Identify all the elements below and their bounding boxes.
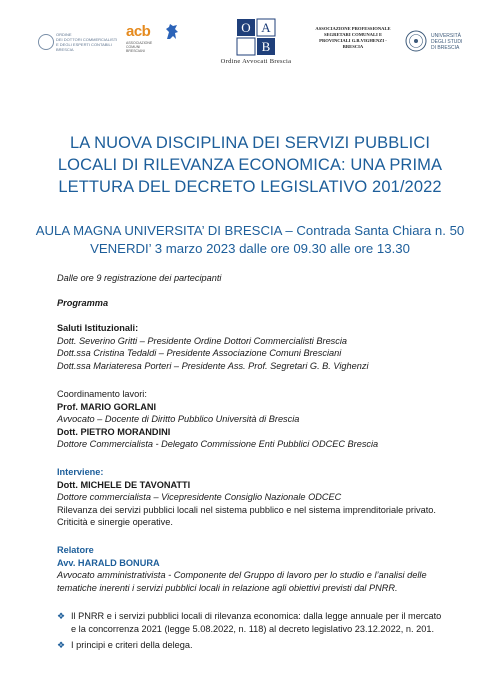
- diamond-bullet-icon: ❖: [57, 611, 66, 621]
- ordine-caption: Ordine Avvocati Brescia: [220, 58, 292, 65]
- relatore-section: [57, 544, 477, 594]
- programma-heading: Programma: [57, 298, 109, 308]
- bullet-text: e la concorrenza 2021 (legge 5.08.2022, n. 118) al decreto legislativo 23.12.2022, n. 201.: [71, 623, 434, 634]
- coordinamento-heading: Coordinamento lavori:: [57, 389, 147, 399]
- saluti-section: [57, 322, 477, 372]
- coordinamento-section: [57, 388, 477, 451]
- speaker-topic: Rilevanza dei servizi pubblici locali nel sistema pubblico e nel sistema imprenditoriale privato.: [57, 504, 436, 515]
- document-title: [30, 132, 470, 198]
- lion-icon: [164, 23, 180, 41]
- relatore-role: Avvocato amministrativista - Componente del Gruppo di lavoro per lo studio e l’analisi delle: [57, 570, 427, 580]
- speaker-topic: Criticità e sinergie operative.: [57, 517, 173, 527]
- event-venue-date: [20, 222, 480, 258]
- relatore-heading: Relatore: [57, 545, 94, 555]
- saluti-line: Dott.ssa Cristina Tedaldi – Presidente Associazione Comuni Bresciani: [57, 348, 342, 358]
- bullet-text: Il PNRR e i servizi pubblici locali di rilevanza economica: dalla legge annuale per il mercato: [71, 611, 442, 621]
- relatore-name: Avv. HARALD BONURA: [57, 557, 160, 568]
- registration-note: Dalle ore 9 registrazione dei partecipanti: [57, 273, 222, 283]
- crest-letter-a: A: [261, 20, 271, 35]
- saluti-heading: Saluti Istituzionali:: [57, 323, 139, 333]
- logo-strip: [30, 18, 475, 76]
- topic-bullet: [57, 639, 477, 652]
- assoc-segretari-logo: [313, 26, 393, 50]
- acb-logo-subtitle: ASSOCIAZIONE COMUNI BRESCIANI: [126, 41, 153, 53]
- odcec-emblem-icon: [38, 34, 54, 50]
- ordine-avvocati-logo: [200, 18, 312, 65]
- acb-logo: [126, 23, 184, 53]
- coordinatore-name: Prof. MARIO GORLANI: [57, 401, 157, 412]
- ordine-crest-icon: [236, 18, 276, 56]
- saluti-line: Dott. Severino Gritti – Presidente Ordine Dottori Commercialisti Brescia: [57, 335, 348, 346]
- coordinatore-name: Dott. PIETRO MORANDINI: [57, 426, 171, 437]
- interviene-section: [57, 466, 477, 529]
- title-line: LETTURA DEL DECRETO LEGISLATIVO 201/2022: [58, 178, 442, 196]
- title-line: LOCALI DI RILEVANZA ECONOMICA: UNA PRIMA: [57, 156, 443, 174]
- acb-logo-word: acb: [126, 23, 151, 40]
- topic-bullet-list: [57, 610, 477, 652]
- topic-bullet: [57, 610, 477, 635]
- venue-line: AULA MAGNA UNIVERSITA’ DI BRESCIA – Contrada Santa Chiara n. 50: [35, 223, 465, 238]
- university-seal-icon: [405, 30, 427, 52]
- coordinatore-role: Avvocato – Docente di Diritto Pubblico Università di Brescia: [57, 414, 300, 424]
- unibs-logo-text: UNIVERSITÀ DEGLI STUDI DI BRESCIA: [431, 33, 463, 51]
- date-line: VENERDI’ 3 marzo 2023 dalle ore 09.30 alle ore 13.30: [90, 241, 410, 256]
- crest-letter-b: B: [261, 39, 271, 54]
- speaker-name: Dott. MICHELE DE TAVONATTI: [57, 479, 191, 490]
- interviene-heading: Interviene:: [57, 467, 104, 477]
- title-line: LA NUOVA DISCIPLINA DEI SERVIZI PUBBLICI: [69, 134, 431, 152]
- odcec-logo-text: ORDINE DEI DOTTORI COMMERCIALISTI E DEGLI ESPERTI CONTABILI BRESCIA: [56, 32, 118, 52]
- speaker-role: Dottore commercialista – Vicepresidente Consiglio Nazionale ODCEC: [57, 492, 342, 502]
- coordinatore-role: Dottore Commercialista - Delegato Commissione Enti Pubblici ODCEC Brescia: [57, 439, 379, 449]
- diamond-bullet-icon: ❖: [57, 640, 66, 650]
- crest-letter-o: O: [241, 20, 251, 35]
- saluti-line: Dott.ssa Mariateresa Porteri – Presidente Ass. Prof. Segretari G. B. Vighenzi: [57, 360, 369, 371]
- relatore-role: tematiche inerenti i servizi pubblici locali in relazione agli obiettivi previsti dal PNRR.: [57, 582, 398, 593]
- assoc-logo-text: ASSOCIAZIONE PROFESSIONALE SEGRETARI COMUNALI E PROVINCIALI G.B.VIGHENZI - BRESCIA: [315, 26, 391, 49]
- bullet-text: I principi e criteri della delega.: [71, 640, 193, 650]
